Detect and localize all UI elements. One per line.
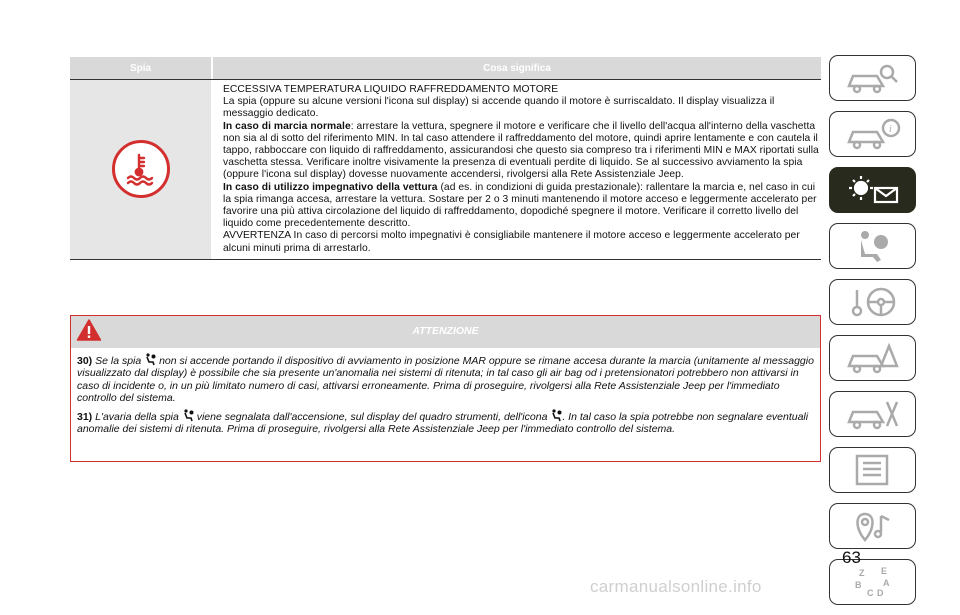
attention-title: ATTENZIONE (412, 325, 479, 337)
attention-box (70, 315, 821, 462)
tab-technical-data[interactable] (829, 447, 916, 493)
warning-light-icon (843, 172, 903, 208)
chapter-sidebar (829, 55, 917, 615)
svg-text:C: C (866, 588, 873, 598)
car-tools-icon (843, 396, 903, 432)
coolant-temperature-icon (112, 140, 170, 198)
header-cosa-significa: Cosa significa (483, 62, 551, 74)
airbag-icon (550, 409, 562, 422)
tab-multimedia[interactable] (829, 503, 916, 549)
car-info-icon (843, 116, 903, 152)
description-cell (211, 80, 821, 259)
checklist-icon (843, 452, 903, 488)
tab-emergency[interactable] (829, 335, 916, 381)
note-31: 31) L'avaria della spia viene segnalata dall'accensione, sul display del quadro strumenti, dell'icona . In tal caso la spia potrebbe non segnalare eventuali anomalie dei sistemi di ritenuta. Prima di proseguire, rivolgersi alla Rete Assistenziale Jeep per l'immediato controllo del sistema. (77, 410, 809, 436)
tab-safety[interactable] (829, 223, 916, 269)
row-title: ECCESSIVA TEMPERATURA LIQUIDO RAFFREDDAMENTO MOTORE (223, 84, 559, 95)
svg-text:i: i (888, 124, 892, 135)
car-search-icon (843, 60, 903, 96)
attention-header (71, 316, 820, 348)
tab-starting-driving[interactable] (829, 279, 916, 325)
table-header (70, 57, 821, 79)
tab-car-info[interactable] (829, 111, 916, 157)
airbag-icon (144, 353, 156, 366)
media-location-icon (843, 508, 903, 544)
page-number: 63 (842, 548, 861, 567)
steering-wheel-icon (843, 284, 903, 320)
header-spia: Spia (70, 57, 213, 79)
svg-text:E: E (880, 566, 887, 576)
row-normal-driving: In caso di marcia normale: arrestare la vettura, spegnere il motore e verificare che il livello dell'acqua all'interno della vaschetta non sia al di sotto del riferimento MIN. In tal caso attendere il raffreddamento del motore, quindi aprire lentamente e con cautela il tappo, rabboccare con liquido di raffreddamento, assicurandosi che questo sia compreso tra i riferimenti MIN e MAX riportati sulla vaschetta stessa. Verificare inoltre visivamente la presenza di eventuali perdite di liquido. Se al successivo avviamento la spia (oppure l'icona sul display) dovesse nuovamente accendersi, rivolgersi alla Rete Assistenziale Jeep. (223, 120, 819, 181)
row-warning: AVVERTENZA In caso di percorsi molto impegnativi è consigliabile mantenere il motore acceso e leggermente accelerato per alcuni minuti prima di arrestarlo. (223, 230, 800, 254)
airbag-icon (182, 409, 194, 422)
svg-text:A: A (882, 578, 889, 588)
svg-text:B: B (854, 580, 861, 590)
svg-text:Z: Z (858, 568, 864, 578)
attention-body (71, 348, 820, 435)
airbag-seat-icon (843, 228, 903, 264)
row-demanding-use: In caso di utilizzo impegnativo della vettura (ad es. in condizioni di guida prestazionale): rallentare la marcia e, nel caso in cui la spia rimanga accesa, arrestare la vettura. Sostare per 2 o 3 minuti mantenendo il motore acceso e leggermente accelerato per favorire una più attiva circolazione del liquido di raffreddamento, dopodiché spegnere il motore. Verificare il corretto livello del liquido come precedentemente descritto. (223, 181, 817, 230)
spia-cell (70, 80, 211, 259)
note-30: 30) Se la spia non si accende portando il dispositivo di avviamento in posizione MAR oppure se rimane accesa durante la marcia (unitamente al messaggio visualizzato dal display) è possibile che sia presente un'anomalia nei sistemi di ritenuta; in tal caso gli air bag od i pretensionatori potrebbero non attivarsi in caso di incidente o, in un più limitato numero di casi, attivarsi erroneamente. Prima di proseguire, rivolgersi alla Rete Assistenziale Jeep per l'immediato controllo del sistema. (77, 355, 814, 405)
svg-text:D: D (876, 588, 883, 598)
tab-maintenance[interactable] (829, 391, 916, 437)
row-intro: La spia (oppure su alcune versioni l'icona sul display) si accende quando il motore è surriscaldato. Il display visualizza il messaggio dedicato. (223, 96, 775, 120)
warning-lights-table (70, 57, 821, 260)
tab-warning-lights[interactable] (829, 167, 916, 213)
alphabet-index-icon (843, 564, 903, 600)
watermark: carmanualsonline.info (590, 577, 762, 596)
table-row (70, 79, 821, 260)
tab-car-search[interactable] (829, 55, 916, 101)
car-accident-icon (843, 340, 903, 376)
